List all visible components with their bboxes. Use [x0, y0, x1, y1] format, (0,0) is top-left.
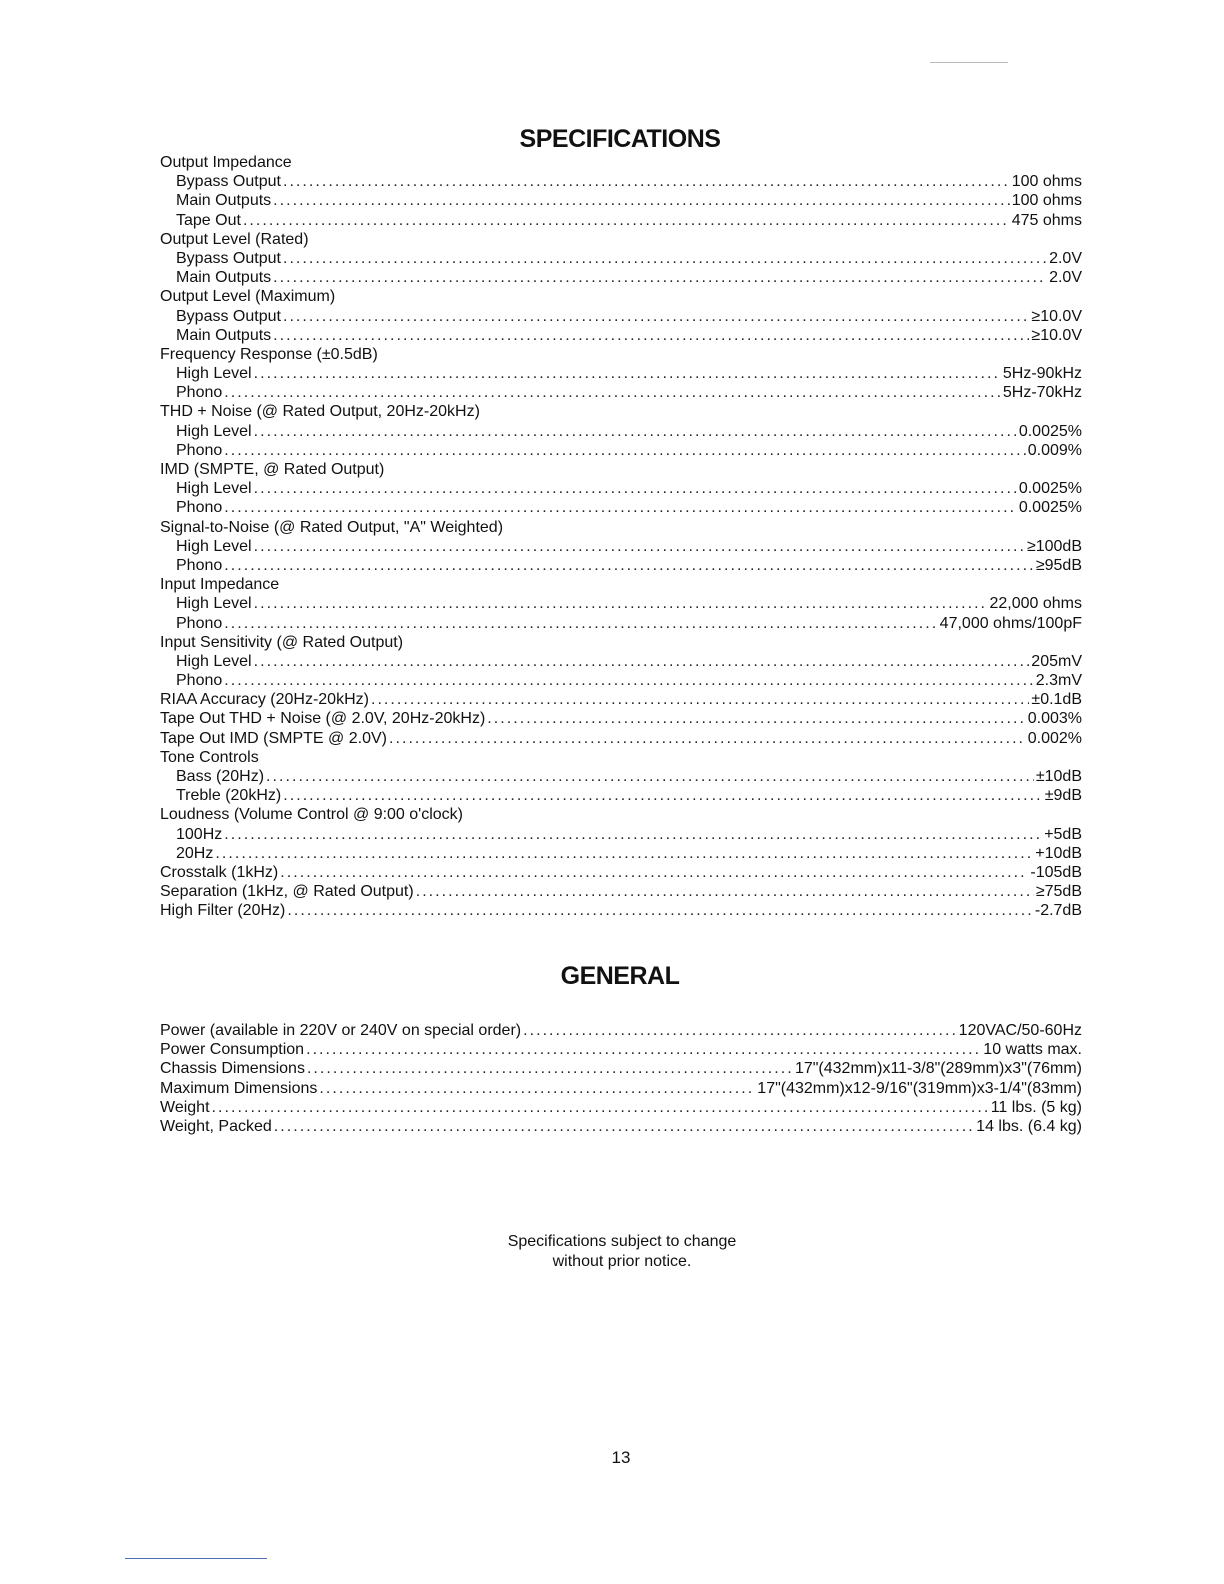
dot-leader	[274, 1117, 974, 1136]
spec-value: 100 ohms	[1011, 173, 1082, 191]
spec-label: Tape Out	[176, 211, 241, 229]
spec-row	[160, 211, 1082, 230]
spec-label: Treble (20kHz)	[176, 787, 282, 805]
spec-row	[160, 901, 1082, 920]
spec-value: 205mV	[1031, 652, 1082, 670]
spec-label: High Level	[176, 652, 252, 670]
spec-row	[160, 556, 1082, 575]
spec-value: -2.7dB	[1034, 902, 1082, 920]
spec-label: High Level	[176, 480, 252, 498]
spec-value: 475 ohms	[1011, 211, 1082, 229]
spec-value: 10 watts max.	[983, 1041, 1082, 1059]
spec-value: 100 ohms	[1011, 192, 1082, 210]
dot-leader	[254, 594, 988, 613]
spec-label: High Level	[176, 365, 252, 383]
general-list	[160, 1021, 1082, 1136]
spec-value: 22,000 ohms	[989, 595, 1082, 613]
dot-leader	[254, 479, 1017, 498]
spec-category: Output Level (Rated)	[160, 230, 309, 248]
spec-label: Bypass Output	[176, 307, 281, 325]
spec-value: 5Hz-90kHz	[1002, 365, 1082, 383]
spec-label: Crosstalk (1kHz)	[160, 863, 279, 881]
spec-value: 0.002%	[1027, 729, 1082, 747]
spec-value: -105dB	[1030, 863, 1082, 881]
spec-row	[160, 863, 1082, 882]
spec-row	[160, 498, 1082, 517]
general-heading: GENERAL	[560, 962, 680, 990]
spec-row	[160, 191, 1082, 210]
dot-leader	[523, 1021, 957, 1040]
spec-row	[160, 1079, 1082, 1098]
spec-row	[160, 1059, 1082, 1078]
dot-leader	[283, 307, 1029, 326]
spec-label: Main Outputs	[176, 269, 272, 287]
page-number: 13	[611, 1448, 631, 1467]
dot-leader	[224, 498, 1017, 517]
spec-label: Weight, Packed	[160, 1117, 272, 1135]
spec-value: ±0.1dB	[1031, 691, 1082, 709]
dot-leader	[254, 364, 1001, 383]
spec-label: Bypass Output	[176, 173, 281, 191]
dot-leader	[254, 652, 1030, 671]
dot-leader	[224, 671, 1033, 690]
spec-label: High Level	[176, 595, 252, 613]
dot-leader	[254, 537, 1025, 556]
specifications-heading: SPECIFICATIONS	[519, 125, 721, 153]
dot-leader	[283, 172, 1010, 191]
spec-value: 0.0025%	[1018, 499, 1082, 517]
spec-value: 17"(432mm)x11-3/8"(289mm)x3"(76mm)	[794, 1060, 1082, 1078]
spec-row	[160, 479, 1082, 498]
spec-value: 17"(432mm)x12-9/16"(319mm)x3-1/4"(83mm)	[757, 1079, 1082, 1097]
spec-row	[160, 1040, 1082, 1059]
dot-leader	[215, 844, 1033, 863]
dot-leader	[273, 268, 1047, 287]
spec-value: +10dB	[1035, 844, 1082, 862]
notice-line-1: Specifications subject to change	[507, 1233, 737, 1250]
spec-value: ±10dB	[1035, 768, 1082, 785]
spec-label: High Filter (20Hz)	[160, 902, 286, 920]
dot-leader	[224, 614, 937, 633]
spec-label: RIAA Accuracy (20Hz-20kHz)	[160, 691, 369, 709]
spec-label: High Level	[176, 537, 252, 555]
spec-row	[160, 671, 1082, 690]
spec-row	[160, 786, 1082, 805]
spec-value: 47,000 ohms/100pF	[939, 614, 1082, 632]
spec-category: Signal-to-Noise (@ Rated Output, "A" Weighted)	[160, 518, 504, 536]
spec-row	[160, 172, 1082, 191]
spec-value: 11 lbs. (5 kg)	[990, 1098, 1082, 1116]
spec-value: 2.0V	[1049, 249, 1082, 267]
spec-label: Tape Out THD + Noise (@ 2.0V, 20Hz-20kHz)	[160, 710, 486, 728]
dot-leader	[319, 1079, 755, 1098]
spec-row	[160, 1098, 1082, 1117]
spec-category: Output Impedance	[160, 154, 292, 171]
dot-leader	[212, 1098, 989, 1117]
spec-row	[160, 652, 1082, 671]
spec-value: ≥75dB	[1035, 883, 1082, 901]
spec-label: Separation (1kHz, @ Rated Output)	[160, 883, 414, 901]
spec-row	[160, 307, 1082, 326]
spec-label: Bypass Output	[176, 249, 281, 267]
spec-category: Tone Controls	[160, 748, 259, 766]
specifications-list	[160, 153, 1082, 921]
dot-leader	[283, 249, 1047, 268]
spec-row	[160, 882, 1082, 901]
notice-line-2: without prior notice.	[552, 1253, 692, 1270]
spec-value: 14 lbs. (6.4 kg)	[976, 1117, 1082, 1135]
spec-label: Main Outputs	[176, 192, 272, 210]
spec-category: THD + Noise (@ Rated Output, 20Hz-20kHz)	[160, 403, 480, 421]
spec-label: Bass (20Hz)	[176, 768, 265, 785]
spec-row	[160, 690, 1082, 709]
dot-leader	[273, 326, 1029, 345]
spec-value: 2.3mV	[1035, 672, 1082, 690]
dot-leader	[371, 690, 1029, 709]
dot-leader	[224, 383, 1001, 402]
spec-category: Frequency Response (±0.5dB)	[160, 345, 378, 363]
spec-value: ≥95dB	[1035, 556, 1082, 574]
dot-leader	[243, 211, 1010, 230]
spec-row	[160, 268, 1082, 287]
spec-value: ±9dB	[1044, 787, 1082, 805]
dot-leader	[416, 882, 1034, 901]
dot-leader	[266, 767, 1034, 786]
spec-label: Phono	[176, 614, 223, 632]
spec-row	[160, 709, 1082, 728]
spec-row	[160, 767, 1082, 786]
spec-label: Weight	[160, 1098, 210, 1116]
spec-row	[160, 825, 1082, 844]
spec-row	[160, 1117, 1082, 1136]
spec-row	[160, 383, 1082, 402]
spec-value: 2.0V	[1049, 269, 1082, 287]
spec-row	[160, 537, 1082, 556]
spec-row	[160, 1021, 1082, 1040]
spec-label: 20Hz	[176, 844, 214, 862]
notice	[0, 1232, 1224, 1272]
spec-label: Main Outputs	[176, 326, 272, 344]
spec-label: Chassis Dimensions	[160, 1060, 305, 1078]
spec-row	[160, 614, 1082, 633]
dot-leader	[487, 709, 1025, 728]
spec-label: Power Consumption	[160, 1041, 305, 1059]
spec-value: ≥10.0V	[1031, 326, 1082, 344]
spec-value: ≥10.0V	[1031, 307, 1082, 325]
spec-value: 0.009%	[1027, 441, 1082, 459]
scan-artifact-underline	[125, 1558, 267, 1559]
spec-category: Loudness (Volume Control @ 9:00 o'clock)	[160, 806, 464, 824]
spec-row	[160, 249, 1082, 268]
spec-row	[160, 729, 1082, 748]
spec-row	[160, 844, 1082, 863]
scan-artifact-line	[930, 62, 1008, 63]
dot-leader	[306, 1040, 981, 1059]
spec-row	[160, 441, 1082, 460]
spec-value: 0.0025%	[1018, 480, 1082, 498]
spec-label: Phono	[176, 499, 223, 517]
spec-label: Phono	[176, 556, 223, 574]
spec-label: Power (available in 220V or 240V on special order)	[160, 1022, 522, 1039]
spec-category: IMD (SMPTE, @ Rated Output)	[160, 461, 385, 478]
spec-value: 0.003%	[1027, 710, 1082, 728]
dot-leader	[389, 729, 1026, 748]
spec-row	[160, 326, 1082, 345]
spec-label: Tape Out IMD (SMPTE @ 2.0V)	[160, 729, 387, 747]
spec-value: 120VAC/50-60Hz	[958, 1022, 1082, 1039]
spec-label: 100Hz	[176, 825, 223, 843]
spec-value: +5dB	[1044, 825, 1082, 843]
dot-leader	[224, 441, 1025, 460]
spec-row	[160, 422, 1082, 441]
dot-leader	[273, 191, 1010, 210]
spec-category: Output Level (Maximum)	[160, 288, 336, 306]
spec-row	[160, 594, 1082, 613]
spec-value: 0.0025%	[1018, 422, 1082, 440]
dot-leader	[283, 786, 1043, 805]
spec-label: High Level	[176, 422, 252, 440]
dot-leader	[280, 863, 1028, 882]
dot-leader	[254, 422, 1017, 441]
dot-leader	[224, 825, 1042, 844]
spec-category: Input Sensitivity (@ Rated Output)	[160, 633, 404, 651]
dot-leader	[224, 556, 1034, 575]
spec-category: Input Impedance	[160, 576, 280, 594]
spec-label: Phono	[176, 441, 223, 459]
dot-leader	[307, 1059, 793, 1078]
spec-value: 5Hz-70kHz	[1002, 384, 1082, 402]
spec-label: Maximum Dimensions	[160, 1079, 318, 1097]
spec-label: Phono	[176, 384, 223, 402]
spec-value: ≥100dB	[1026, 537, 1082, 555]
dot-leader	[287, 901, 1033, 920]
spec-row	[160, 364, 1082, 383]
spec-label: Phono	[176, 672, 223, 690]
